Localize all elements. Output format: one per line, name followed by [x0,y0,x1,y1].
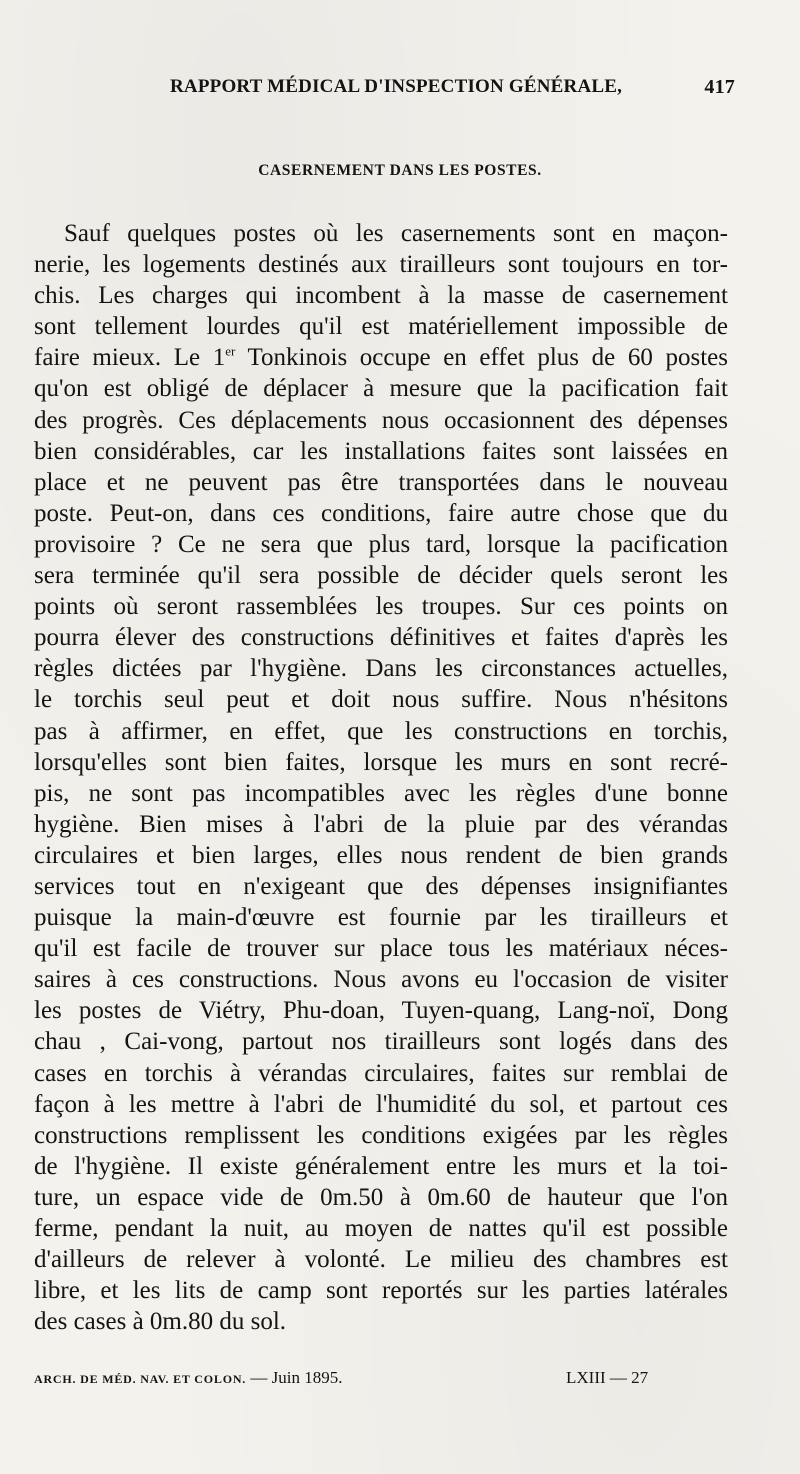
text-line: libre, et les lits de camp sont reportés sur les parties latérales [34,1277,728,1305]
text-line-with-superscript [34,342,728,373]
text-line: provisoire ? Ce ne sera que plus tard, lorsque la pacification [34,530,728,558]
section-title: CASERNEMENT DANS LES POSTES. [258,162,542,179]
text-line: chis. Les charges qui incombent à la masse de casernement [34,282,728,310]
text-line: services tout en n'exigeant que des dépenses insignifiantes [34,872,728,900]
text-line: qu'il est facile de trouver sur place tous les matériaux néces- [34,935,728,963]
text-line: lorsqu'elles sont bien faites, lorsque les murs en sont recré- [34,748,728,776]
text-line: place et ne peuvent pas être transportées dans le nouveau [34,468,728,496]
journal-name: ARCH. DE MÉD. NAV. ET COLON. [34,1372,247,1386]
text-line: les postes de Viétry, Phu-doan, Tuyen-quang, Lang-noï, Dong [34,997,728,1025]
text-line: sera terminée qu'il sera possible de décider quels seront les [34,562,728,590]
text-line: sont tellement lourdes qu'il est matériellement impossible de [34,313,728,341]
text-line: des cases à 0m.80 du sol. [34,1308,287,1336]
text-line: ferme, pendant la nuit, au moyen de nattes qu'il est possible [34,1215,728,1242]
text-fragment: faire mieux. Le 1 [34,344,226,372]
text-line: le torchis seul peut et doit nous suffire. Nous n'hésitons [34,686,728,714]
text-line: poste. Peut-on, dans ces conditions, faire autre chose que du [34,499,728,527]
text-line: pis, ne sont pas incompatibles avec les règles d'une bonne [34,779,728,807]
text-line: pas à affirmer, en effet, que les constructions en torchis, [34,717,728,745]
text-line: de l'hygiène. Il existe généralement entre les murs et la toi- [34,1152,728,1180]
running-head [170,72,735,102]
text-line: façon à les mettre à l'abri de l'humidité du sol, et partout ces [34,1090,728,1118]
text-line: nerie, les logements destinés aux tirailleurs sont toujours en tor- [34,251,728,279]
text-line: d'ailleurs de relever à volonté. Le milieu des chambres est [34,1246,728,1274]
text-line: Sauf quelques postes où les casernements sont en maçon- [64,220,728,247]
journal-citation [34,1368,342,1388]
body-paragraph [34,218,728,1337]
text-line: saires à ces constructions. Nous avons eu l'occasion de visiter [34,966,728,994]
volume-signature: LXIII — 27 [566,1368,649,1387]
page-number: 417 [704,76,735,98]
text-line: constructions remplissent les conditions exigées par les règles [34,1121,728,1149]
text-line: qu'on est obligé de déplacer à mesure que la pacification fait [34,375,728,403]
text-line: pourra élever des constructions définitives et faites d'après les [34,624,728,652]
text-line: des progrès. Ces déplacements nous occasionnent des dépenses [34,406,728,434]
ordinal-superscript: er [225,344,236,360]
issue-date: — Juin 1895. [250,1368,343,1387]
page-footer [34,1368,674,1392]
text-line: hygiène. Bien mises à l'abri de la pluie par des vérandas [34,810,728,838]
text-line: chau , Cai-vong, partout nos tirailleurs sont logés dans des [34,1028,728,1056]
text-line: règles dictées par l'hygiène. Dans les circonstances actuelles, [34,655,728,683]
text-line: circulaires et bien larges, elles nous rendent de bien grands [34,841,728,869]
text-fragment: Tonkinois occupe en effet plus de 60 postes [235,344,728,372]
running-head-title: RAPPORT MÉDICAL D'INSPECTION GÉNÉRALE, [170,76,623,97]
text-line: cases en torchis à vérandas circulaires, faites sur remblai de [34,1059,728,1087]
text-line: ture, un espace vide de 0m.50 à 0m.60 de hauteur que l'on [34,1183,728,1211]
text-line: points où seront rassemblées les troupes. Sur ces points on [34,593,728,621]
text-line: puisque la main-d'œuvre est fournie par les tirailleurs et [34,904,728,932]
text-line: bien considérables, car les installations faites sont laissées en [34,437,728,465]
